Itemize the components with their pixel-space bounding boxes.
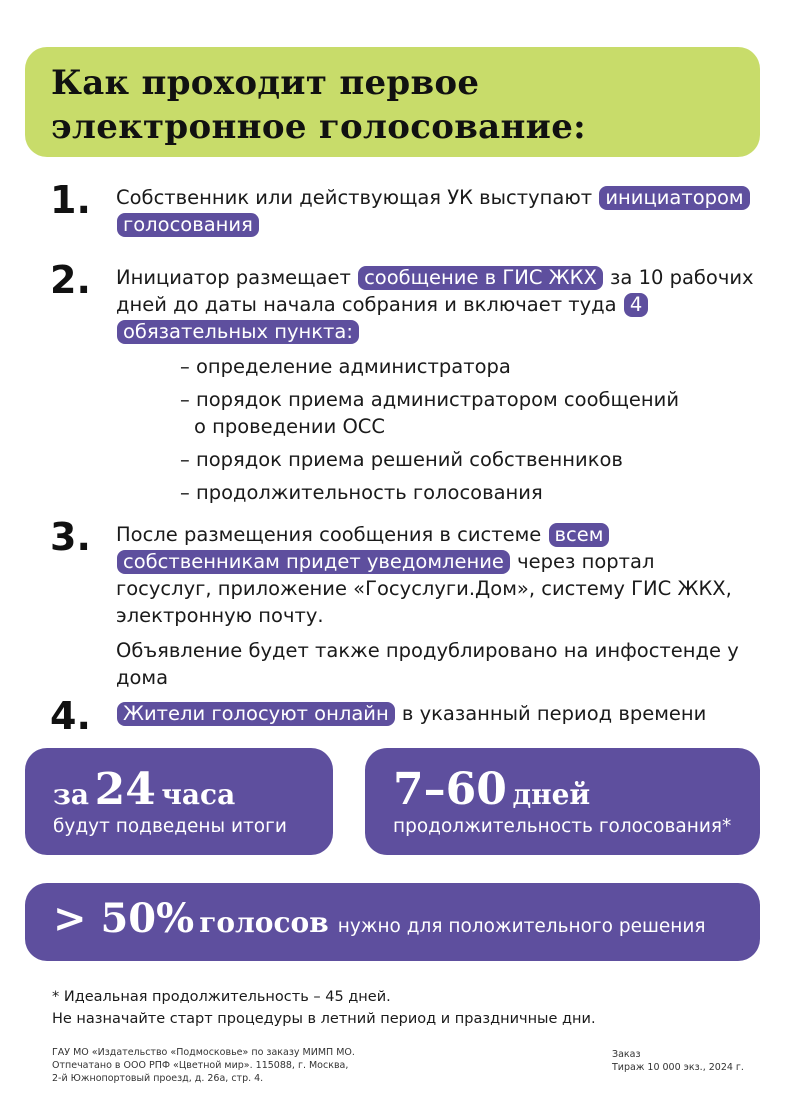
step-number: 2. xyxy=(50,258,91,302)
step-text-part: в указанный период времени xyxy=(401,702,707,725)
votes-unit: голосов xyxy=(199,906,329,939)
order-info xyxy=(612,1048,762,1074)
order-line: Заказ xyxy=(612,1049,641,1060)
page-title-line-2: электронное голосование: xyxy=(51,107,586,147)
page-title-line-1: Как проходит первое xyxy=(51,63,480,103)
footnote-line: Не назначайте старт процедуры в летний период и праздничные дни. xyxy=(52,1011,596,1027)
duration-headline xyxy=(393,764,590,815)
votes-headline xyxy=(53,895,706,942)
step-number: 4. xyxy=(50,694,91,738)
list-item xyxy=(116,386,756,440)
step-text xyxy=(116,184,756,238)
step-number: 3. xyxy=(50,515,91,559)
imprint xyxy=(52,1046,472,1085)
list-item: – продолжительность голосования xyxy=(180,481,543,504)
list-item: – определение администратора xyxy=(180,355,511,378)
results-number: 24 xyxy=(94,764,156,815)
results-headline xyxy=(53,764,235,815)
step-text-part: После размещения сообщения в системе xyxy=(116,523,542,546)
list-item: – порядок приема решений собственников xyxy=(180,448,623,471)
highlight: Жители голосуют онлайн xyxy=(117,702,395,726)
highlight: 4 обязательных пункта: xyxy=(117,293,648,344)
footnote-line: * Идеальная продолжительность – 45 дней. xyxy=(52,989,391,1005)
votes-caption: нужно для положительного решения xyxy=(337,916,706,937)
requirements-list xyxy=(116,353,756,506)
step-text xyxy=(116,700,756,727)
highlight: всем собственникам придет уведомление xyxy=(117,523,609,574)
footnote xyxy=(52,986,752,1030)
imprint-line: ГАУ МО «Издательство «Подмосковье» по заказу МИМП МО. xyxy=(52,1047,355,1058)
duration-unit: дней xyxy=(512,778,591,811)
results-prefix: за xyxy=(53,778,90,811)
highlight: сообщение в ГИС ЖКХ xyxy=(358,266,603,290)
announcement-note: Объявление будет также продублировано на инфостенде у дома xyxy=(116,639,739,689)
step-text xyxy=(116,264,756,506)
list-item-continuation: о проведении ОСС xyxy=(194,415,386,438)
step-text xyxy=(116,521,756,691)
highlight: инициатором голосования xyxy=(117,186,750,237)
results-card xyxy=(25,748,333,855)
imprint-line: Отпечатано в ООО РПФ «Цветной мир». 115088, г. Москва, xyxy=(52,1060,349,1071)
duration-card xyxy=(365,748,760,855)
print-run: Тираж 10 000 экз., 2024 г. xyxy=(612,1062,744,1073)
results-caption: будут подведены итоги xyxy=(53,816,287,837)
step-text-part: Собственник или действующая УК выступают xyxy=(116,186,593,209)
list-item-text: – порядок приема администратором сообщений xyxy=(180,388,680,411)
imprint-line: 2-й Южнопортовый проезд, д. 26а, стр. 4. xyxy=(52,1073,264,1084)
duration-number: 7–60 xyxy=(393,764,507,815)
step-number: 1. xyxy=(50,178,91,222)
step-text-part: через портал госуслуг, приложение «Госуслуги.Дом», систему ГИС ЖКХ, электронную почту. xyxy=(116,550,732,627)
title-banner xyxy=(25,47,760,157)
duration-caption: продолжительность голосования* xyxy=(393,816,732,837)
votes-number: > 50% xyxy=(53,895,195,942)
votes-card xyxy=(25,883,760,961)
step-text-part: Инициатор размещает xyxy=(116,266,351,289)
step-text-part: за 10 рабочих дней до даты начала собрания и включает туда xyxy=(116,266,754,316)
results-unit: часа xyxy=(161,778,236,811)
